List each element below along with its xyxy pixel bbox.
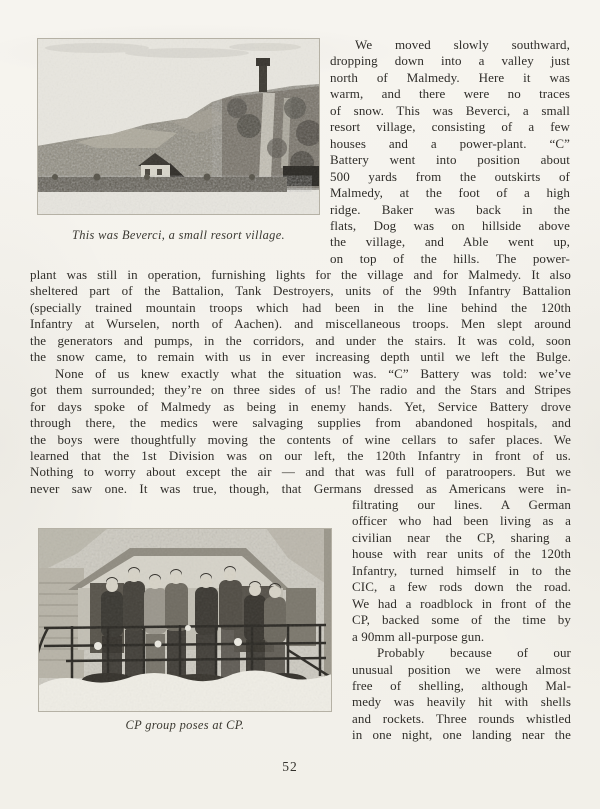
paragraph-shelling: Probably because of our unusual position we were almost free of shelling, although Mal- medy was heavily hit with shells and rockets. Three rounds whistled in one night, one landing near the (352, 645, 571, 743)
paragraph-infiltration: filtrating our lines. A German officer who had been living as a civilian near the CP, sharing a house with rear units of the 120th Infantry, turned himself in to the CIC, a few rods down the road. We had a roadblock in front of the CP, backed some of the time by a 90mm all-purpose gun. (352, 497, 571, 644)
cp-text-column (352, 497, 571, 744)
cp-group-photo (38, 528, 332, 712)
cp-photo-caption: CP group poses at CP. (125, 718, 245, 732)
page-number: 52 (282, 759, 298, 774)
beverci-photo-caption: This was Beverci, a small resort village. (71, 228, 286, 242)
paragraph-situation: None of us knew exactly what the situation was. “C” Battery was told: we’ve got them surrounded; they’re on three sides of us! The radio and the Stars and Stripes for days spoke of Malmedy as being in enemy hands. Yet, Service Battery drove through there, the medics were salvaging supplies from abandoned hospitals, and the boys were thoughtfully moving the contents of wine cellars to safer places. We learned that the 1st Division was on our left, the 120th Infantry in front of us. Nothing to worry about except the air — and that was full of paratroopers. But we never saw one. It was true, though, that Germans dressed as Americans were in- (30, 365, 571, 496)
intro-text-column: We moved slowly southward, dropping down into a valley just north of Malmedy. Here it was warm, and there were no traces of snow. This was Beverci, a small resort village, consisting of a few houses and a power-plant. “C” Battery went into position about 500 yards from the outskirts of Malmedy, at the foot of a high ridge. Baker was back in the flats, Dog was on hillside above the village, and Able went up, on top of the hills. The power- (330, 37, 570, 266)
body-text-block (30, 267, 571, 497)
beverci-village-photo (37, 38, 320, 215)
paragraph-powerplant: plant was still in operation, furnishing lights for the village and for Malmedy. It also sheltered part of the Battalion, Tank Destroyers, units of the 99th Infantry Battalion (specially trained mountain troops which had been in the line behind the 120th Infantry at Wurselen, north of Aachen). and miscellaneous troops. Men slept around the generators and pumps, in the corridors, and under the stairs. It was cold, soon the snow came, to remain with us in ever increasing depth until we left the Bulge. (30, 267, 571, 365)
